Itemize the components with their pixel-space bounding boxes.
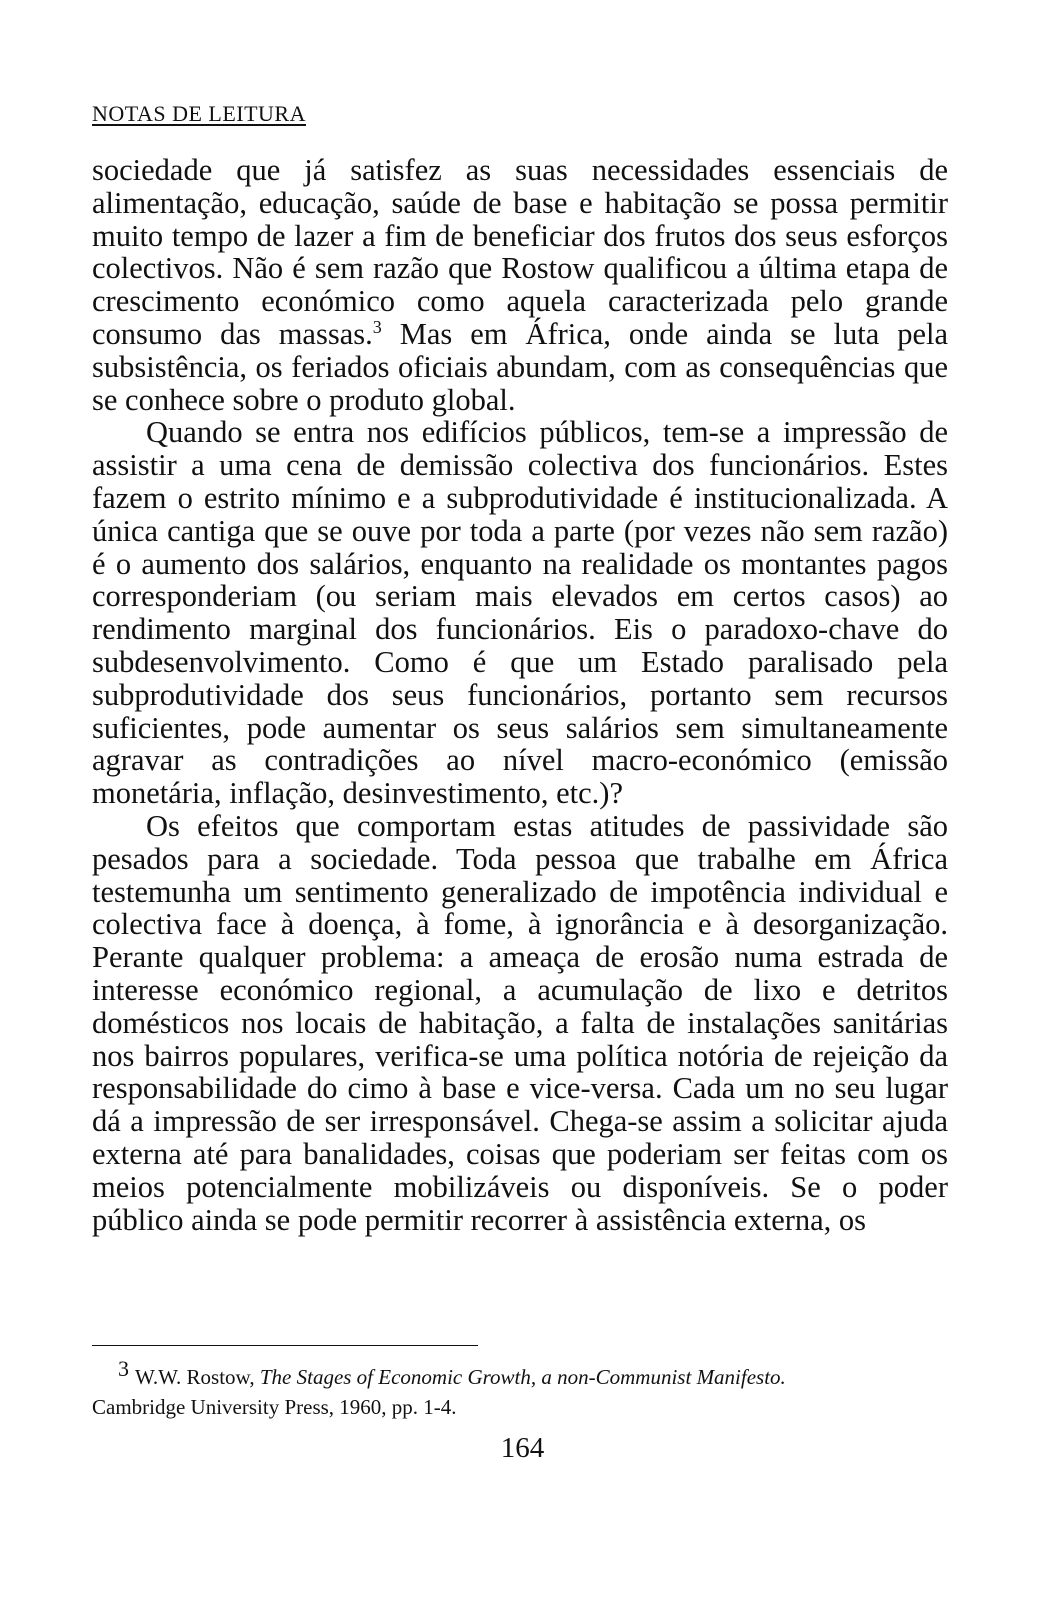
footnote-author: W.W. Rostow, <box>135 1365 260 1389</box>
footnote-number: 3 <box>118 1356 129 1381</box>
footnote-divider <box>92 1345 478 1346</box>
paragraph-2: Quando se entra nos edifícios públicos, tem-se a impressão de assistir a uma cena de demissão colectiva dos funcionários. Estes fazem o estrito mínimo e a subprodutividade é institucionalizada. A única cantiga que se ouve por toda a parte (por vezes não sem razão) é o aumento dos salários, enquanto na realidade os montantes pagos corresponderiam (ou seriam mais elevados em certos casos) ao rendimento marginal dos funcionários. Eis o paradoxo-chave do subdesenvolvimento. Como é que um Estado paralisado pela subprodutividade dos seus funcionários, portanto sem recursos suficientes, pode aumentar os seus salários sem simultaneamente agravar as contradições ao nível macro-económico (emissão monetária, inflação, desinvestimento, etc.)? <box>92 415 948 811</box>
footnote-line-2: Cambridge University Press, 1960, pp. 1-4. <box>92 1395 457 1419</box>
footnote-reference: 3 <box>372 316 382 337</box>
paragraph-1-text: sociedade que já satisfez as suas necessidades essenciais de alimentação, educação, saúde de base e habitação se possa permitir muito tempo de lazer a fim de beneficiar dos frutos dos seus esforços colectivos. Não é sem razão que Rostow qualificou a última etapa de crescimento económico como aquela caracterizada pelo grande consumo das massas. <box>92 153 948 351</box>
footnote-line-1 <box>92 1356 962 1392</box>
paragraph-1-continuation: Mas em África, onde ainda se luta pela subsistência, os feriados oficiais abundam, com as consequências que se conhece sobre o produto global. <box>92 316 949 417</box>
page-number: 164 <box>500 1432 545 1464</box>
body-text <box>92 154 948 1236</box>
footnote-book-title: The Stages of Economic Growth, a non-Communist Manifesto. <box>259 1365 786 1389</box>
running-header: NOTAS DE LEITURA <box>92 101 306 126</box>
footnote <box>92 1356 962 1422</box>
paragraph-1 <box>92 154 948 416</box>
paragraph-3: Os efeitos que comportam estas atitudes de passividade são pesados para a sociedade. Toda pessoa que trabalhe em África testemunha um sentimento generalizado de impotência individual e colectiva face à doença, à fome, à ignorância e à desorganização. Perante qualquer problema: a ameaça de erosão numa estrada de interesse económico regional, a acumulação de lixo e detritos domésticos nos locais de habitação, a falta de instalações sanitárias nos bairros populares, verifica-se uma política notória de rejeição da responsabilidade do cimo à base e vice-versa. Cada um no seu lugar dá a impressão de ser irresponsável. Chega-se assim a solicitar ajuda externa até para banalidades, coisas que poderiam ser feitas com os meios potencialmente mobilizáveis ou disponíveis. Se o poder público ainda se pode permitir recorrer à assistência externa, os <box>92 808 948 1237</box>
